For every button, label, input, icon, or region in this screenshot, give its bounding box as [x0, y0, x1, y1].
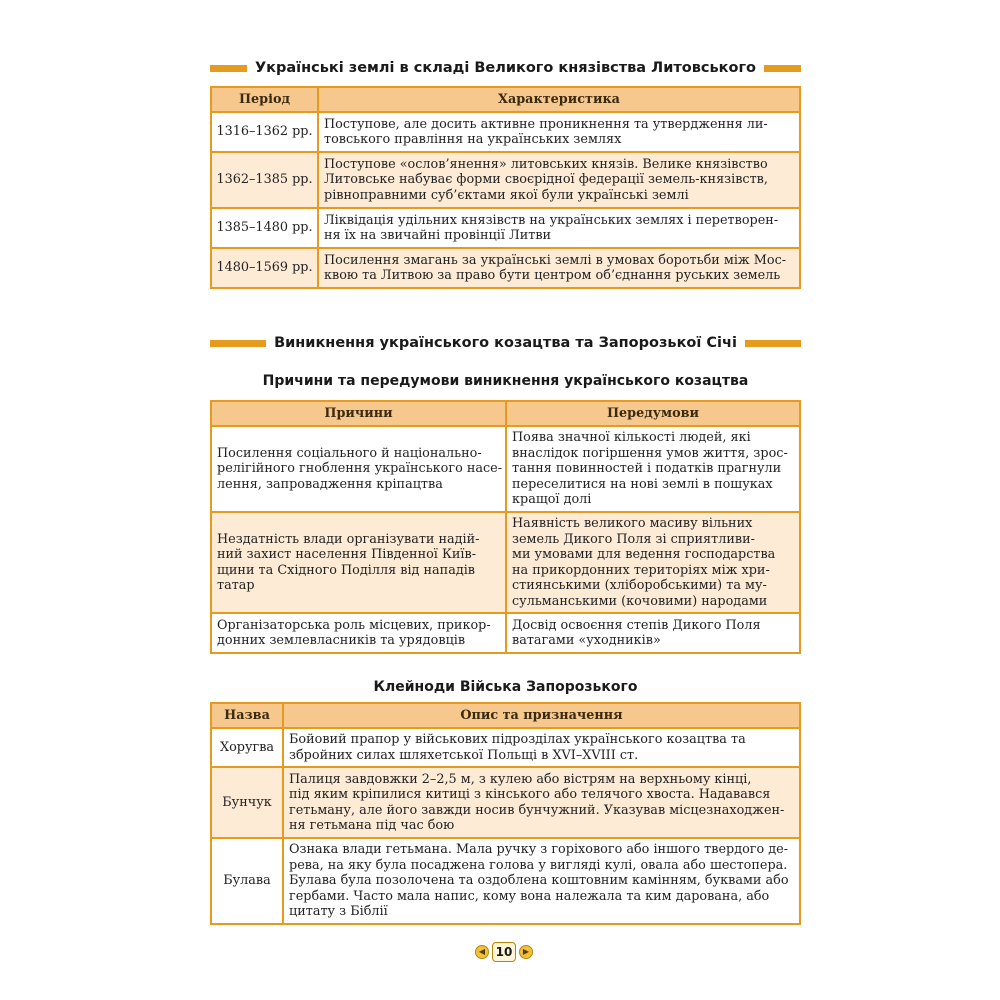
text-line: Поступове «ослов’янення» литовських князів. Велике князівство [324, 156, 768, 172]
text-line: лення, запровадження кріпацтва [217, 476, 443, 492]
heading-bar-left [210, 340, 266, 347]
regalia-table [210, 702, 801, 925]
column-header: Період [211, 87, 318, 112]
text-line: Бойовий прапор у військових підрозділах українського козацтва та [289, 732, 746, 747]
section-heading-cossacks [210, 334, 801, 352]
triangle-right-icon[interactable]: ▶ [519, 945, 533, 959]
text-line: гербами. Часто мала напис, кому вона належала та ким дарована, або [289, 888, 770, 904]
column-header: Причини [211, 401, 506, 426]
page-number: 10 [492, 942, 516, 962]
heading-text: Виникнення українського козацтва та Запорозької Січі [274, 335, 737, 351]
column-header: Передумови [506, 401, 800, 426]
table-row [211, 728, 800, 767]
text-line: сульманськими (кочовими) народами [512, 593, 768, 609]
page-navigation [474, 941, 534, 963]
description-cell [318, 248, 800, 288]
triangle-left-icon[interactable]: ◀ [475, 945, 489, 959]
text-line: Посилення змагань за українські землі в умовах боротьби між Мос- [324, 252, 787, 268]
table-row [211, 613, 800, 653]
text-line: тання повинностей і податків прагнули [512, 461, 782, 477]
column-header: Назва [211, 703, 283, 728]
premise-cell [506, 426, 800, 512]
period-cell: 1362–1385 рр. [211, 152, 318, 208]
table-header-row [211, 87, 800, 112]
text-line: Досвід освоєння степів Дикого Поля [512, 617, 761, 633]
table-header-row [211, 703, 800, 728]
section-heading-lithuania [210, 59, 801, 77]
cause-cell [211, 512, 506, 613]
cause-cell [211, 613, 506, 653]
table-subtitle-regalia: Клейноди Війська Запорозького [373, 679, 638, 695]
text-line: земель Дикого Поля зі сприятливи- [512, 531, 755, 547]
text-line: внаслідок погіршення умов життя, зрос- [512, 445, 788, 461]
text-line: ний захист населення Південної Київ- [217, 547, 477, 562]
text-line: стиянськими (хліборобськими) та му- [512, 578, 767, 593]
name-cell: Бунчук [211, 767, 283, 838]
text-line: рівноправними суб’єктами якої були українські землі [324, 187, 689, 203]
cause-cell [211, 426, 506, 512]
text-line: релігійного гноблення українського насе- [217, 461, 503, 477]
text-line: Поява значної кількості людей, які [512, 430, 751, 446]
heading-text: Українські землі в складі Великого князівства Литовського [255, 60, 756, 76]
period-cell: 1480–1569 рр. [211, 248, 318, 288]
text-line: квою та Литвою за право бути центром об’єднання руських земель [324, 268, 781, 283]
table-row [211, 767, 800, 838]
text-line: Палиця завдовжки 2–2,5 м, з кулею або вістрям на верхньому кінці, [289, 771, 752, 787]
name-cell: Булава [211, 838, 283, 924]
text-line: ватагами «уходників» [512, 633, 661, 648]
text-line: ми умовами для ведення господарства [512, 547, 776, 562]
text-line: гетьману, але його завжди носив бунчужний. Указував місцезнаходжен- [289, 802, 785, 818]
premise-cell [506, 613, 800, 653]
table-header-row [211, 401, 800, 426]
period-cell: 1385–1480 рр. [211, 208, 318, 248]
text-line: Булава була позолочена та оздоблена коштовним камінням, буквами або [289, 873, 789, 889]
text-line: цитату з Біблії [289, 904, 388, 920]
text-line: збройних силах шляхетської Польщі в XVI–XVIII ст. [289, 747, 639, 763]
description-cell [283, 728, 800, 767]
heading-bar-left [210, 65, 247, 72]
heading-bar-right [764, 65, 801, 72]
column-header: Опис та призначення [283, 703, 800, 728]
text-line: Посилення соціального й національно- [217, 445, 482, 461]
text-line: щини та Східного Поділля від нападів [217, 562, 475, 578]
table-row [211, 248, 800, 288]
description-cell [318, 152, 800, 208]
table-row [211, 512, 800, 613]
text-line: товського правління на українських землях [324, 132, 622, 147]
description-cell [318, 208, 800, 248]
description-cell [318, 112, 800, 152]
description-cell [283, 767, 800, 838]
text-line: татар [217, 578, 255, 593]
text-line: ня гетьмана під час бою [289, 818, 455, 833]
text-line: переселитися на нові землі в пошуках [512, 476, 773, 492]
text-line: Ознака влади гетьмана. Мала ручку з горіхового або іншого твердого де- [289, 842, 789, 858]
text-line: донних землевласників та урядовців [217, 633, 466, 648]
causes-table [210, 400, 801, 654]
table-row [211, 838, 800, 924]
name-cell: Хоругва [211, 728, 283, 767]
text-line: під яким кріпилися китиці з кінського або телячого хвоста. Надавався [289, 787, 771, 802]
text-line: Поступове, але досить активне проникнення та утвердження ли- [324, 116, 768, 132]
heading-bar-right [745, 340, 801, 347]
table-subtitle-causes: Причини та передумови виникнення українського козацтва [262, 373, 749, 389]
table-row [211, 152, 800, 208]
table-row [211, 208, 800, 248]
column-header: Характеристика [318, 87, 800, 112]
text-line: ня їх на звичайні провінції Литви [324, 228, 552, 243]
premise-cell [506, 512, 800, 613]
text-line: на прикордонних територіях між хри- [512, 562, 770, 578]
lithuania-table [210, 86, 801, 289]
text-line: рева, на яку була посаджена голова у вигляді кулі, овала або шестопера. [289, 857, 788, 873]
text-line: Наявність великого масиву вільних [512, 516, 753, 531]
text-line: Нездатність влади організувати надій- [217, 531, 480, 547]
text-line: кращої долі [512, 492, 592, 508]
text-line: Ліквідація удільних князівств на українських землях і перетворен- [324, 212, 779, 228]
table-row [211, 426, 800, 512]
period-cell: 1316–1362 рр. [211, 112, 318, 152]
text-line: Організаторська роль місцевих, прикор- [217, 617, 491, 633]
description-cell [283, 838, 800, 924]
table-row [211, 112, 800, 152]
text-line: Литовське набуває форми своєрідної федерації земель-князівств, [324, 172, 768, 188]
